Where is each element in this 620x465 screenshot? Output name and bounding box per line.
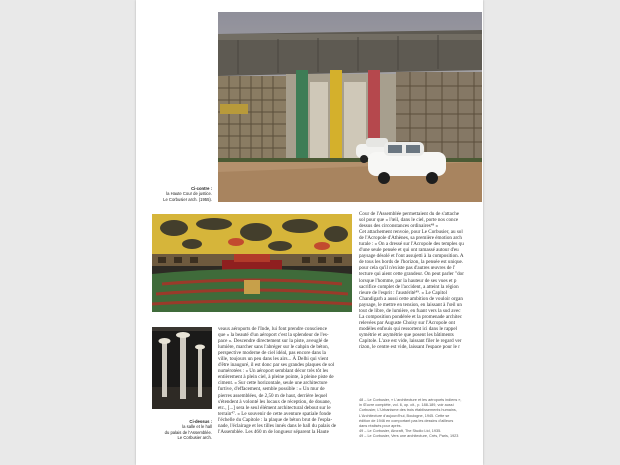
left-text-line: veaux aéroports de l'Inde, lui font prendre conscience <box>218 326 327 332</box>
right-text-line: La composition pondérée et la promenade architec <box>359 313 462 320</box>
footnote-line: 48 – Le Corbusier, « L'architecture et les aéroports indiens », <box>359 398 462 402</box>
left-text-line: pace ». Descendre directement sur la piste, aveuglé de <box>218 338 329 345</box>
left-text-line: terrain⁴⁷. » Le souvenir de cette aventure spatiale fonde <box>218 410 331 417</box>
caption-assembly-title: Ci-dessus : <box>189 419 212 424</box>
right-text-line: Cour de l'Assemblée permettaient du de s'attache <box>359 211 459 217</box>
right-text-line: tout de libre, de lumière, en fuant vers la sud avec <box>359 307 461 314</box>
right-text-line: Chandigarh a aussi cette ambition de vouloir organ <box>359 295 463 302</box>
right-text-line: dessus des circonstances ordinaires⁴⁸ » <box>359 223 439 230</box>
right-text-line: paysage, le mettre en tension, en laissant à l'œil un <box>359 301 462 308</box>
right-text-line: symétrie et asymétrie que posent les bâtiments <box>359 331 454 338</box>
caption-assembly <box>150 419 212 441</box>
right-text-line: sol pour que « l'œil, dans le ciel, porte nos conce <box>359 217 459 224</box>
left-text-line: furtive, d'effacement, semble possible : « Un mur de <box>218 386 325 393</box>
right-text-line: de l'Acropole d'Athènes, sa première émotion arch <box>359 235 462 242</box>
caption-assembly-line-3: Le Corbusier arch. <box>177 435 212 441</box>
left-text-line: l'Assemblée. Les 460 m de longueur séparent la Haute <box>218 428 329 435</box>
footnote-line: L'Architecture d'aujourd'hui, Boulogne, 1945. Cette se <box>359 413 450 418</box>
left-text-line: l'échelle du Capitole : la plaque de béton brut de l'espla- <box>218 416 333 423</box>
right-text-line: turale : « On a dressé sur l'Acropole des temples qu <box>359 241 464 248</box>
right-text-line: modèles enfouis qui ressortent ici dans le rappel <box>359 325 458 332</box>
left-text-line: ville, toujours un peu dans les airs... À Delhi qui vient <box>218 356 329 363</box>
right-text-line: paysage désolé et l'ont assujetti à la composition. A <box>359 253 464 260</box>
assembly-foyer-illustration <box>152 327 212 409</box>
left-text-line: numérotées : « Un aéroport semblant décor très tôt les <box>218 368 329 375</box>
left-text-line: ciment. » Sur cette horizontale, seule une architecture <box>218 380 328 387</box>
high-court-illustration <box>218 12 482 202</box>
caption-assembly-line-1: la salle et le hall <box>182 424 212 430</box>
caption-assembly-line-2: du palais de l'Assemblée. <box>164 429 212 435</box>
caption-high-court-title: Ci-contre : <box>191 186 212 191</box>
caption-high-court-line-1: la Haute Cour de justice. <box>166 191 212 197</box>
left-text-line: entièrement à plein ciel, à pleine pointe, à pleine piste de <box>218 374 334 381</box>
caption-high-court-line-2: Le Corbusier arch. (1955). <box>163 196 212 202</box>
left-text-column <box>218 326 352 463</box>
left-text-line: pierres assemblées, de 2,50 m de haut, derrière lequel <box>218 392 328 399</box>
right-text-line: relevées par Auguste Choisy sur l'Acropole ont <box>359 319 455 326</box>
footnote-line: édition de 1946 en comportant pas les dessins d'ailleurs <box>359 418 454 423</box>
right-text-column <box>359 211 482 352</box>
footnote-line: dans réalisés pour après. <box>359 424 402 429</box>
left-text-line: etc., [...] sera le seul élément architectural debout sur le <box>218 404 331 411</box>
left-text-line: d'être inauguré, il est donc par ses grandes plaques de sol <box>218 362 335 369</box>
photo-assembly-hall <box>152 214 352 312</box>
footnote-line: in Œuvre complète, vol. 6, op. cit., p. 188-189, voir aussi <box>359 403 454 408</box>
left-text-line: nade, l'éclairage et les tilles innés dans le hall du palais de <box>218 422 337 429</box>
photo-high-court <box>218 12 482 202</box>
right-text-line: rizon, le centre est vide, laissant l'espace pour le r <box>359 344 460 351</box>
left-text-line: que « la beauté d'un aéroport c'est la splendeur de l'es- <box>218 332 329 339</box>
footnotes <box>359 398 482 462</box>
assembly-hall-illustration <box>152 214 352 312</box>
photo-assembly-foyer <box>152 327 212 409</box>
right-text-line: tecture qui aient cette grandeur. On peut parler "dor <box>359 271 464 278</box>
footnote-line: 49 – Le Corbusier, Vers une architecture, Crès, Paris, 1923 <box>359 434 459 439</box>
right-text-line: lorsque l'homme, par la hauteur de ses vues et p <box>359 277 457 284</box>
caption-high-court <box>150 186 212 202</box>
left-text-line: lumière, marcher sans l'abréger sur le cahpin de béton, <box>218 344 329 351</box>
footnote-line: 49 – Le Corbusier, Aircraft, The Studio Ltd, 1935. <box>359 429 442 434</box>
right-text-line: Capitole. L'axe est vide, laissant filer le regard ver <box>359 337 462 344</box>
footnote-line: Corbusier, L'Urbanisme des trois établissements humains, <box>359 408 457 413</box>
right-text-line: d'une seule pensée et qui ont ramassé autour d'eu <box>359 247 459 254</box>
right-text-line: de tous les bords de l'horizon, la pensée est unique. <box>359 259 464 266</box>
right-text-line: sacrifice complet de l'accident, a atteint la région <box>359 283 459 290</box>
left-text-line: perspective moderne de ciel idéal, pas encore dans la <box>218 350 326 357</box>
left-text-line: s'étendent à volonté les locaux de réception, de douane, <box>218 398 331 405</box>
right-text-line: Cet attachement renvoie, pour Le Corbusier, au sol <box>359 229 463 236</box>
right-text-line: pour cela qu'il n'existe pas d'autres œuvres de l' <box>359 265 456 272</box>
right-text-line: rieure de l'esprit : l'austérité⁴⁹. » Le Capitol <box>359 289 447 296</box>
